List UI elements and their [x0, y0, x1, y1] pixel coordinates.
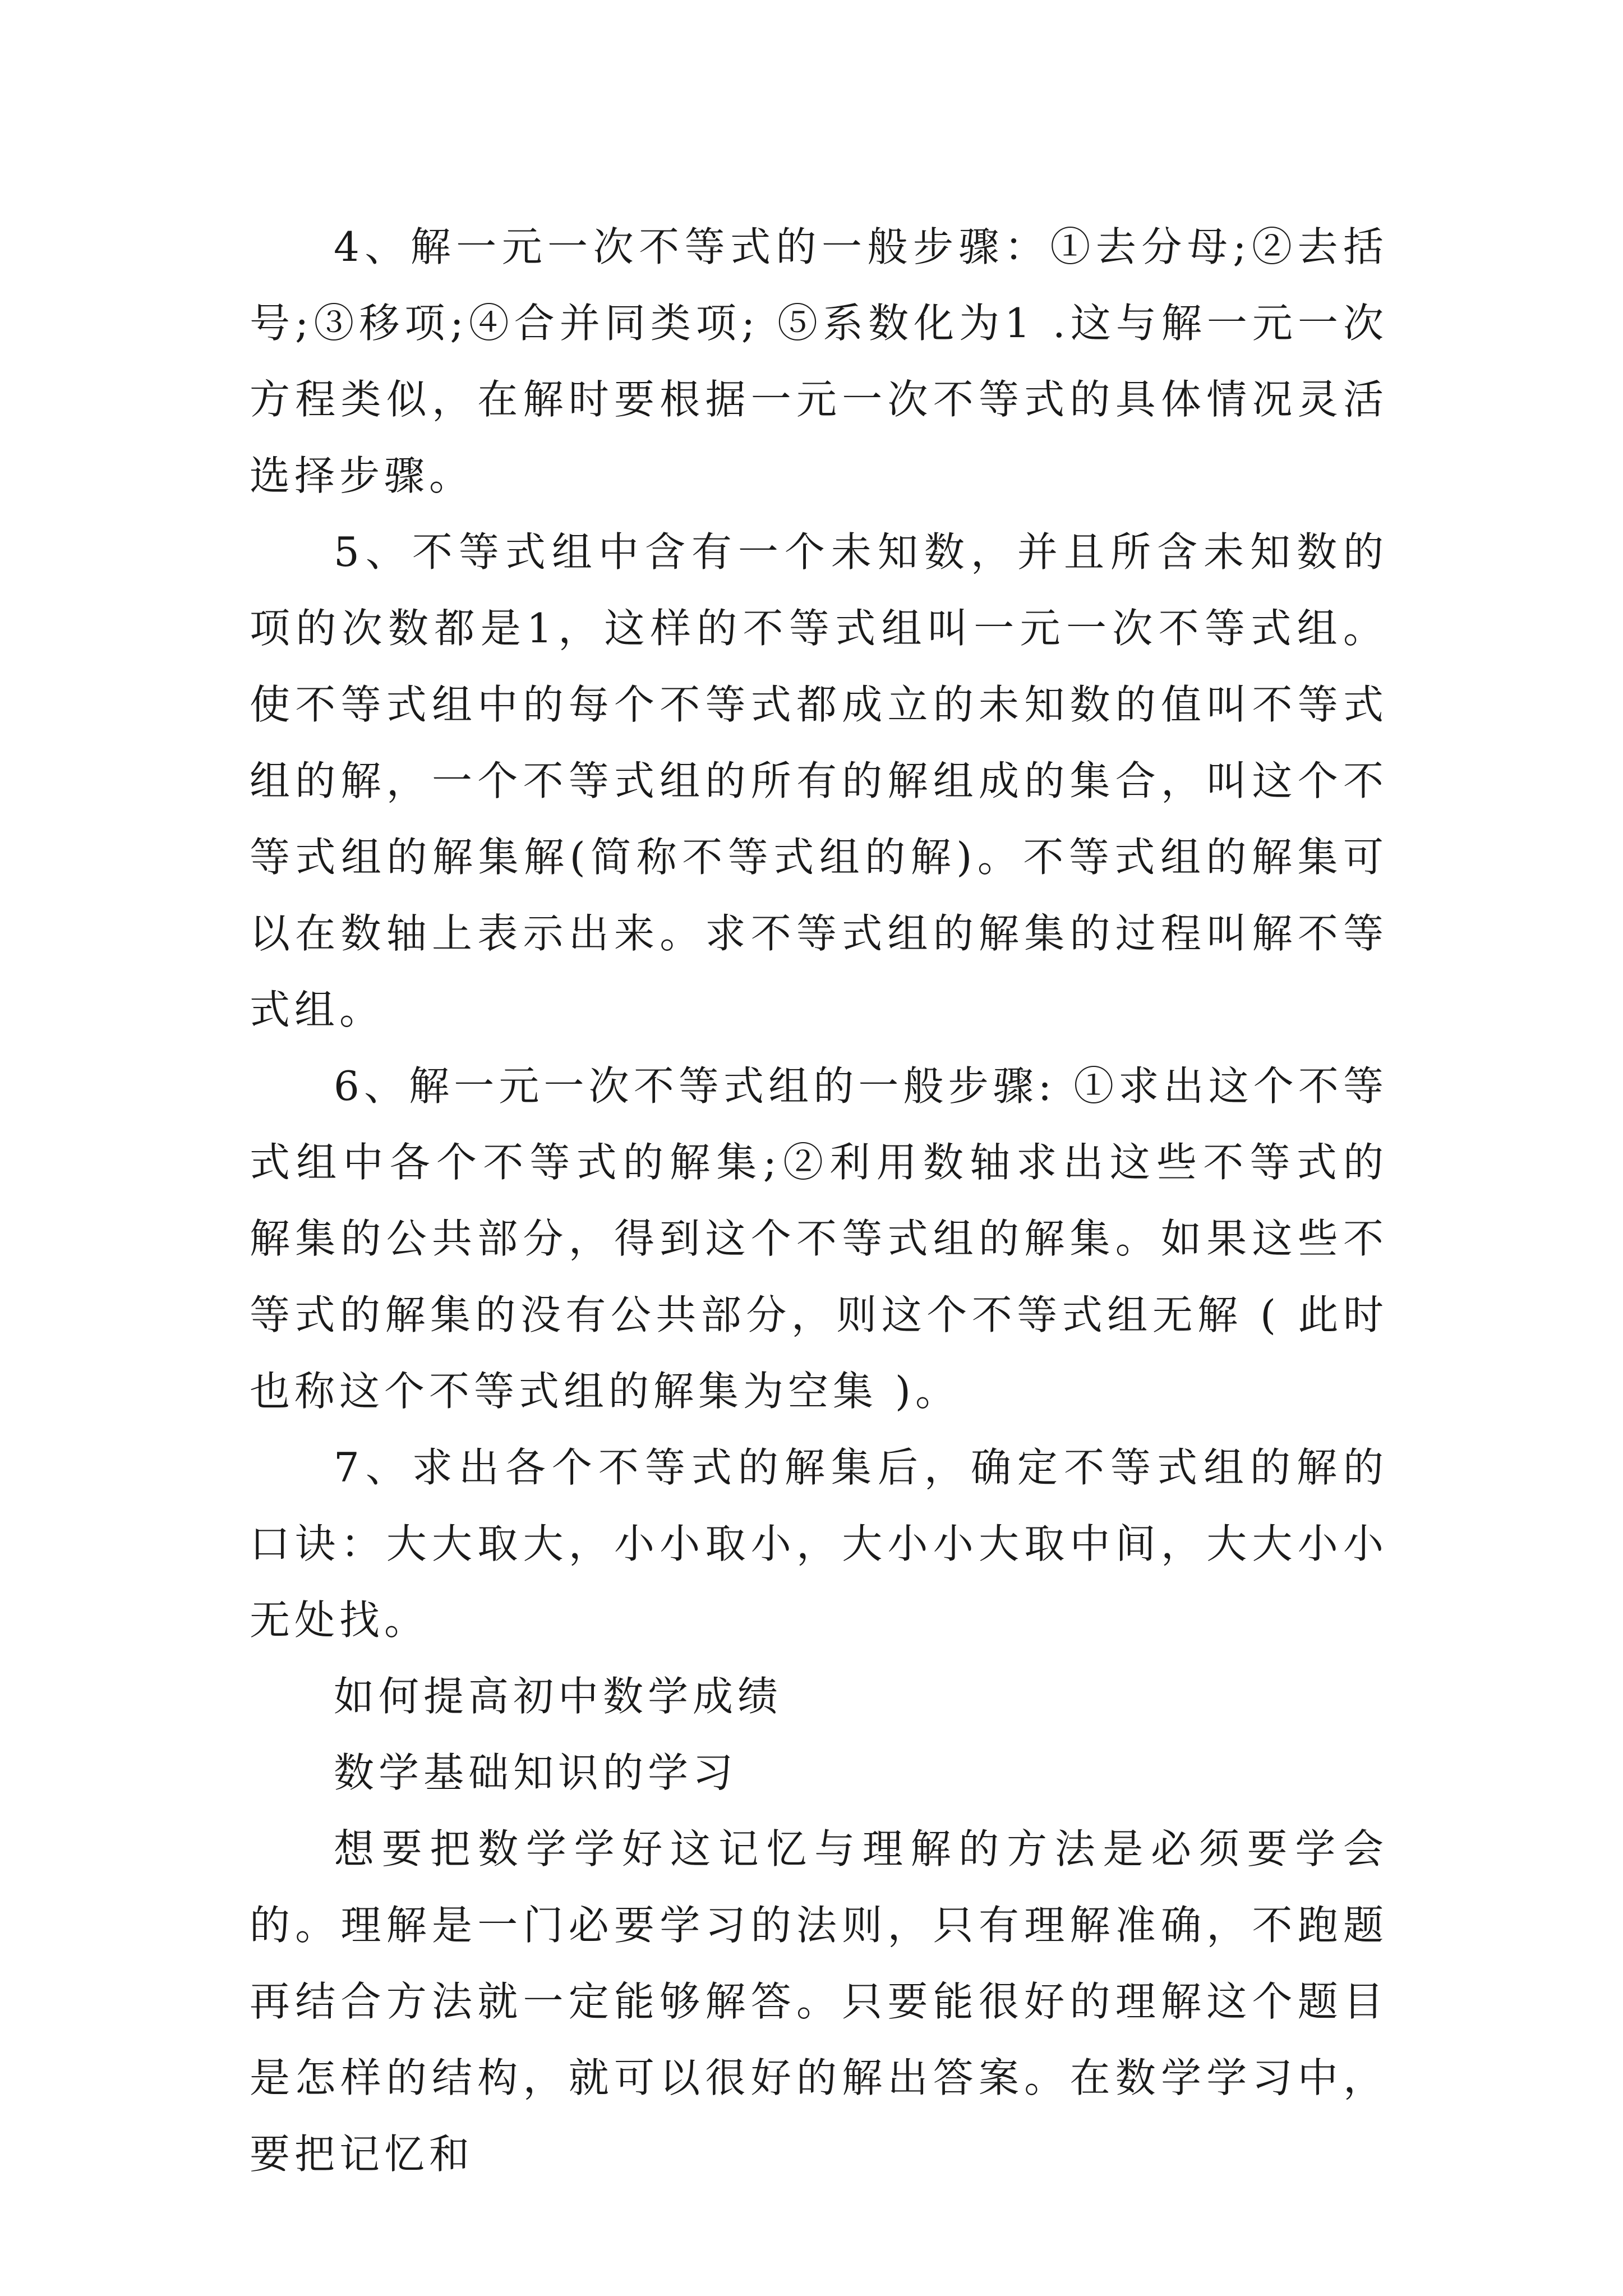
paragraph-step6: 6、解一元一次不等式组的一般步骤: ①求出这个不等式组中各个不等式的解集;②利用数轴求出这些不等式的解集的公共部分，得到这个不等式组的解集。如果这些不等式的解集的没有公共部分，则这个不等式组无解 ( 此时也称这个不等式组的解集为空集 )。 — [250, 1062, 1388, 1415]
document-body — [250, 209, 1388, 2192]
section-heading-improve-scores: 如何提高初中数学成绩 — [334, 1673, 783, 1720]
paragraph-memory-understanding: 想要把数学学好这记忆与理解的方法是必须要学会的。理解是一门必要学习的法则，只有理解准确，不跑题再结合方法就一定能够解答。只要能很好的理解这个题目是怎样的结构，就可以很好的解出答案。在数学学习中，要把记忆和 — [250, 1825, 1388, 2178]
paragraph-step7: 7、求出各个不等式的解集后，确定不等式组的解的口诀：大大取大，小小取小，大小小大取中间，大大小小无处找。 — [250, 1444, 1388, 1644]
paragraph-step5: 5、不等式组中含有一个未知数，并且所含未知数的项的次数都是1，这样的不等式组叫一元一次不等式组。使不等式组中的每个不等式都成立的未知数的值叫不等式组的解，一个不等式组的所有的解组成的集合，叫这个不等式组的解集解(简称不等式组的解)。不等式组的解集可以在数轴上表示出来。求不等式组的解集的过程叫解不等式组。 — [250, 528, 1388, 1033]
paragraph-step4: 4、解一元一次不等式的一般步骤：①去分母;②去括号;③移项;④合并同类项; ⑤系数化为1 .这与解一元一次方程类似，在解时要根据一元一次不等式的具体情况灵活选择步骤。 — [250, 223, 1388, 499]
section-heading-basic-knowledge: 数学基础知识的学习 — [334, 1749, 738, 1796]
